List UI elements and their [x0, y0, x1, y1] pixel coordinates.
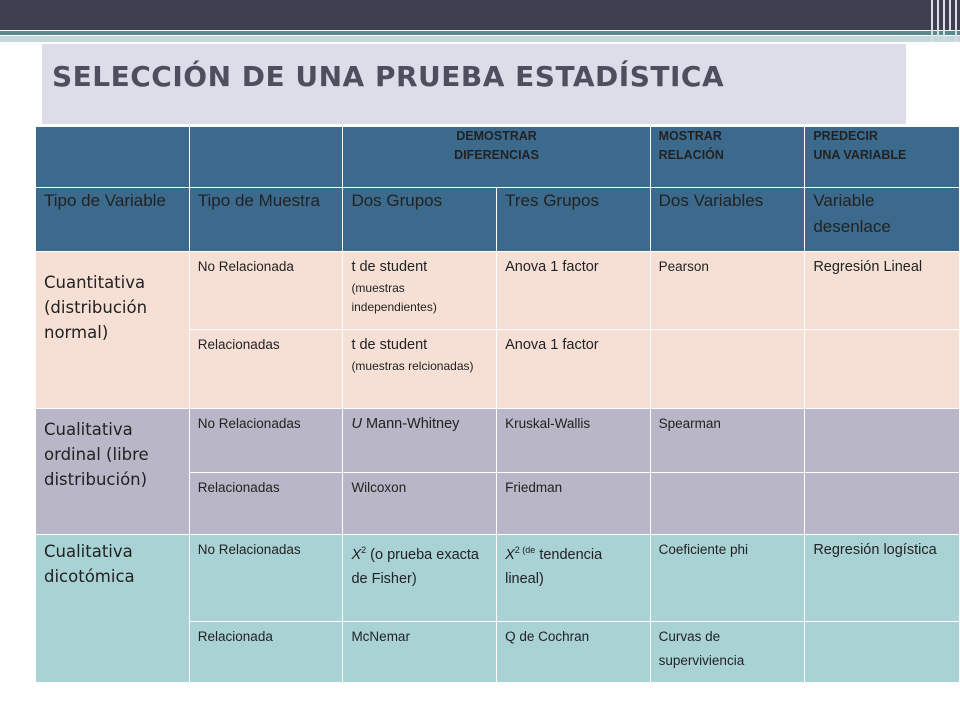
table-cell	[805, 622, 960, 683]
table-cell	[805, 409, 960, 473]
table-cell: Relacionada	[189, 622, 343, 683]
header-predecir-variable	[805, 127, 960, 188]
selection-table	[35, 126, 960, 683]
header-blank	[189, 127, 343, 188]
cell-subtext: (muestras independientes)	[351, 281, 437, 314]
table-cell: No Relacionada	[189, 252, 343, 330]
table-cell: Pearson	[650, 252, 805, 330]
table-cell: Relacionadas	[189, 330, 343, 409]
column-header: Tres Grupos	[497, 188, 651, 252]
table-cell	[805, 330, 960, 409]
header-blank	[36, 127, 190, 188]
cell-superscript: 2	[361, 545, 367, 555]
cell-italic: U	[351, 416, 362, 432]
header-text: PREDECIR	[813, 129, 878, 143]
column-header: Dos Grupos	[343, 188, 497, 252]
header-text: RELACIÓN	[658, 148, 724, 162]
table-cell: Q de Cochran	[497, 622, 651, 683]
cell-text: t de student	[351, 259, 428, 275]
header-text: DEMOSTRAR	[456, 129, 537, 143]
corner-decoration	[928, 0, 960, 42]
column-header: Variable desenlace	[805, 188, 960, 252]
table-cell: McNemar	[343, 622, 497, 683]
table-cell: Regresión logística	[805, 535, 960, 622]
table-cell	[497, 535, 651, 622]
cell-text: Mann-Whitney	[361, 416, 460, 432]
top-bar	[0, 0, 960, 30]
table-cell: No Relacionadas	[189, 409, 343, 473]
page-title: SELECCIÓN DE UNA PRUEBA ESTADÍSTICA	[52, 60, 725, 93]
table-cell: Curvas de superviviencia	[650, 622, 805, 683]
table-cell: Kruskal-Wallis	[497, 409, 651, 473]
header-text: DIFERENCIAS	[454, 148, 539, 162]
table-cell	[343, 330, 497, 409]
row-group-label: Cualitativa ordinal (libre distribución)	[36, 409, 190, 535]
table-cell	[343, 252, 497, 330]
column-header: Tipo de Muestra	[189, 188, 343, 252]
table-row	[36, 252, 960, 330]
table-cell: Regresión Lineal	[805, 252, 960, 330]
cell-text: (o prueba exacta de Fisher)	[351, 546, 479, 587]
header-group-row	[36, 127, 960, 188]
cell-subtext: (muestras relcionadas)	[351, 359, 474, 373]
header-demostrar-diferencias	[343, 127, 650, 188]
row-group-label: Cuantitativa (distribución normal)	[36, 252, 190, 409]
header-text: MOSTRAR	[658, 129, 722, 143]
table-cell	[650, 473, 805, 535]
column-header: Tipo de Variable	[36, 188, 190, 252]
accent-stripe-light	[0, 36, 960, 42]
header-mostrar-relacion	[650, 127, 805, 188]
table-cell: Anova 1 factor	[497, 252, 651, 330]
row-group-label: Cualitativa dicotómica	[36, 535, 190, 683]
table-cell: Spearman	[650, 409, 805, 473]
table-cell	[343, 535, 497, 622]
cell-superscript: 2 (de	[514, 545, 536, 555]
table-cell: Wilcoxon	[343, 473, 497, 535]
table-cell	[343, 409, 497, 473]
column-header: Dos Variables	[650, 188, 805, 252]
table-cell: No Relacionadas	[189, 535, 343, 622]
table-cell	[805, 473, 960, 535]
cell-italic: X	[505, 546, 515, 563]
accent-stripe	[0, 31, 960, 35]
table-cell: Coeficiente phi	[650, 535, 805, 622]
table-cell	[650, 330, 805, 409]
column-header-row	[36, 188, 960, 252]
table-row	[36, 535, 960, 622]
cell-text: tendencia lineal)	[505, 546, 603, 587]
table-cell: Anova 1 factor	[497, 330, 651, 409]
header-text: UNA VARIABLE	[813, 148, 907, 162]
table-cell: Friedman	[497, 473, 651, 535]
table-row	[36, 409, 960, 473]
cell-text: t de student	[351, 337, 428, 353]
cell-italic: X	[351, 546, 362, 563]
table-cell: Relacionadas	[189, 473, 343, 535]
